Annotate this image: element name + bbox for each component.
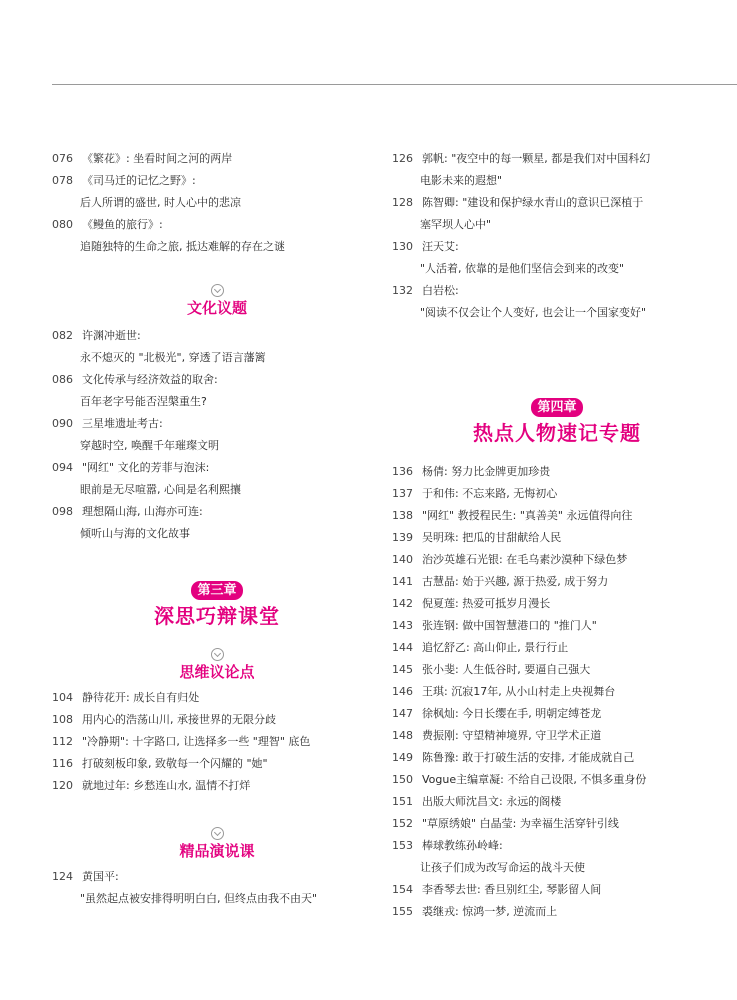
toc-entry [392,659,722,681]
entry-title: "冷静期": 十字路口, 让选择多一些 "理智" 底色 [82,735,311,748]
toc-entry [392,879,722,901]
entry-title: "草原绣娘" 白晶莹: 为幸福生活穿针引线 [422,817,619,830]
toc-entry [392,901,722,923]
toc-entry [52,501,382,523]
section-title: 思维议论点 [179,663,255,681]
entry-title: 李香琴去世: 香旦别红尘, 琴影留人间 [422,883,602,896]
toc-entry [52,325,382,347]
page-number: 154 [392,883,413,896]
page-number: 090 [52,417,73,430]
entry-title: 吴明珠: 把瓜的甘甜献给人民 [422,531,562,544]
left-column [52,148,382,910]
page-number: 155 [392,905,413,918]
toc-entry [392,681,722,703]
toc-entry [52,753,382,775]
toc-entry [392,835,722,857]
page-number: 136 [392,465,413,478]
page-number: 142 [392,597,413,610]
page-number: 082 [52,329,73,342]
toc-entry [52,369,382,391]
entry-title: 三星堆遗址考古: [82,417,163,430]
thinking-list [52,687,382,797]
toc-entry [392,192,722,214]
toc-entry [392,725,722,747]
entry-title: "网红" 文化的芳菲与泡沫: [82,461,210,474]
page-number: 080 [52,218,73,231]
page-number: 147 [392,707,413,720]
book-review-list [52,148,382,258]
page-number: 140 [392,553,413,566]
page-number: 137 [392,487,413,500]
toc-entry [52,170,382,192]
page-number: 152 [392,817,413,830]
chapter-3-heading [52,579,382,630]
toc-entry [392,148,722,170]
toc-entry [52,866,382,888]
speech-section-header [52,827,382,862]
page-number: 094 [52,461,73,474]
entry-title: 黄国平: [82,870,119,883]
toc-entry [392,236,722,258]
chapter-title: 热点人物速记专题 [473,421,641,445]
page-number: 149 [392,751,413,764]
toc-entry [52,731,382,753]
entry-title: "网红" 教授程民生: "真善美" 永远值得向往 [422,509,633,522]
toc-entry [392,571,722,593]
page-number: 126 [392,152,413,165]
toc-entry [52,148,382,170]
entry-subtitle: 永不熄灭的 "北极光", 穿透了语言藩篱 [80,351,266,364]
entry-title: 陈智卿: "建设和保护绿水青山的意识已深植于 [422,196,644,209]
entry-title: 倪夏莲: 热爱可抵岁月漫长 [422,597,551,610]
toc-entry [392,593,722,615]
entry-title: 许渊冲逝世: [82,329,141,342]
page-number: 150 [392,773,413,786]
entry-title: 棒球教练孙岭峰: [422,839,503,852]
page-number: 132 [392,284,413,297]
chevron-down-icon [211,284,224,297]
entry-subtitle: 电影未来的遐想" [420,174,503,187]
section-title: 文化议题 [186,299,247,317]
chapter-badge: 第四章 [531,398,582,417]
toc-entry [392,703,722,725]
page-number: 116 [52,757,73,770]
toc-entry [392,769,722,791]
page-number: 143 [392,619,413,632]
entry-title: 汪天艾: [422,240,459,253]
toc-entry [52,457,382,479]
entry-title: 费振刚: 守望精神境界, 守卫学术正道 [422,729,602,742]
culture-section-header [52,284,382,319]
entry-subtitle: "虽然起点被安排得明明白白, 但终点由我不由天" [80,892,318,905]
top-divider [52,84,737,85]
chapter-title: 深思巧辩课堂 [154,604,280,628]
entry-title: 就地过年: 乡愁连山水, 温情不打烊 [82,779,251,792]
hot-people-list [392,461,722,923]
toc-entry [392,615,722,637]
entry-title: 静待花开: 成长自有归处 [82,691,200,704]
toc-entry [392,505,722,527]
entry-title: 打破刻板印象, 致敬每一个闪耀的 "她" [82,757,268,770]
entry-subtitle: 百年老字号能否涅槃重生? [80,395,207,408]
chapter-badge: 第三章 [191,581,242,600]
entry-title: Vogue主编章凝: 不给自己设限, 不惧多重身份 [422,773,647,786]
page-number: 146 [392,685,413,698]
thinking-section-header [52,648,382,683]
entry-title: 郭帆: "夜空中的每一颗星, 都是我们对中国科幻 [422,152,651,165]
toc-entry [52,687,382,709]
page-number: 112 [52,735,73,748]
toc-entry [52,214,382,236]
page-number: 078 [52,174,73,187]
right-column [392,148,722,923]
entry-title: 《鳗鱼的旅行》: [82,218,163,231]
entry-title: 追忆舒乙: 高山仰止, 景行行止 [422,641,569,654]
page-number: 144 [392,641,413,654]
speech-list [52,866,382,910]
toc-entry [392,280,722,302]
entry-title: 理想隔山海, 山海亦可连: [82,505,203,518]
toc-entry [392,813,722,835]
speech-continued-list [392,148,722,324]
page-number: 138 [392,509,413,522]
entry-title: 王琪: 沉寂17年, 从小山村走上央视舞台 [422,685,616,698]
toc-entry [392,527,722,549]
entry-title: 于和伟: 不忘来路, 无悔初心 [422,487,558,500]
entry-title: 陈鲁豫: 敢于打破生活的安排, 才能成就自己 [422,751,635,764]
chevron-down-icon [211,648,224,661]
page-number: 145 [392,663,413,676]
page-number: 108 [52,713,73,726]
page-number: 098 [52,505,73,518]
entry-subtitle: 眼前是无尽喧嚣, 心间是名利熙攘 [80,483,241,496]
toc-entry [52,709,382,731]
page-number: 148 [392,729,413,742]
entry-title: 《繁花》: 坐看时间之河的两岸 [82,152,233,165]
page-number: 151 [392,795,413,808]
entry-title: 用内心的浩荡山川, 承接世界的无限分歧 [82,713,276,726]
entry-title: 张连钢: 做中国智慧港口的 "推门人" [422,619,597,632]
entry-title: 白岩松: [422,284,459,297]
entry-title: 杨倩: 努力比金牌更加珍贵 [422,465,551,478]
entry-subtitle: 让孩子们成为改写命运的战斗天使 [420,861,585,874]
entry-title: 文化传承与经济效益的取舍: [82,373,218,386]
page-number: 124 [52,870,73,883]
entry-subtitle: 后人所谓的盛世, 时人心中的悲凉 [80,196,241,209]
page-number: 104 [52,691,73,704]
page-number: 141 [392,575,413,588]
toc-entry [392,549,722,571]
entry-subtitle: 倾听山与海的文化故事 [80,527,190,540]
page-number: 153 [392,839,413,852]
entry-subtitle: "人活着, 依靠的是他们坚信会到来的改变" [420,262,625,275]
page-number: 076 [52,152,73,165]
entry-title: 裘继戎: 惊鸿一梦, 逆流而上 [422,905,558,918]
entry-title: 《司马迁的记忆之野》: [82,174,196,187]
entry-title: 古慧晶: 始于兴趣, 源于热爱, 成于努力 [422,575,609,588]
toc-entry [52,413,382,435]
entry-title: 出版大师沈昌文: 永远的阁楼 [422,795,562,808]
section-title: 精品演说课 [179,842,255,860]
toc-entry [392,483,722,505]
toc-entry [392,461,722,483]
toc-entry [392,747,722,769]
entry-subtitle: "阅读不仅会让个人变好, 也会让一个国家变好" [420,306,647,319]
toc-entry [52,775,382,797]
entry-subtitle: 穿越时空, 唤醒千年璀璨文明 [80,439,219,452]
entry-subtitle: 塞罕坝人心中" [420,218,492,231]
entry-subtitle: 追随独特的生命之旅, 抵达难解的存在之谜 [80,240,285,253]
toc-entry [392,791,722,813]
chevron-down-icon [211,827,224,840]
entry-title: 张小斐: 人生低谷时, 要逼自己强大 [422,663,591,676]
culture-list [52,325,382,545]
page-number: 120 [52,779,73,792]
chapter-4-heading [392,396,722,447]
entry-title: 治沙英雄石光银: 在毛乌素沙漠种下绿色梦 [422,553,628,566]
entry-title: 徐枫灿: 今日长缨在手, 明朝定缚苍龙 [422,707,602,720]
page-number: 128 [392,196,413,209]
page-number: 130 [392,240,413,253]
page-number: 086 [52,373,73,386]
page-number: 139 [392,531,413,544]
toc-entry [392,637,722,659]
